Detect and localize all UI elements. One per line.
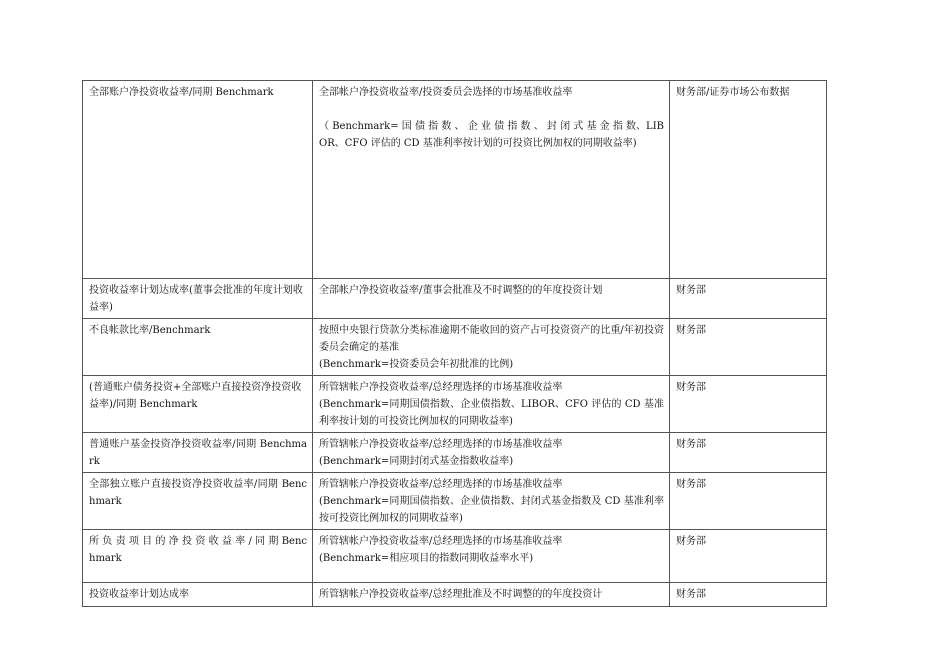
metric-cell: 不良帐款比率/Benchmark xyxy=(83,319,313,376)
table-row xyxy=(83,279,827,319)
benchmark-note: (Benchmark=同期国债指数、企业债指数、封闭式基金指数及 CD 基准利率按可投资比例加权的同期收益率) xyxy=(319,496,664,524)
source-cell: 财务部 xyxy=(670,279,827,319)
benchmark-note: （ Benchmark= 国 债 指 数 、 企 业 债 指 数 、 封 闭 式 基 金 指 数、LIBOR、CFO 评估的 CD 基准利率按计划的可投资比例加权的同期收益率) xyxy=(319,121,664,149)
metric-cell: 全部独立账户直接投资净投资收益率/同期 Benchmark xyxy=(83,473,313,530)
source-cell: 财务部 xyxy=(670,473,827,530)
table-row xyxy=(83,530,827,583)
definition-cell xyxy=(313,473,670,530)
benchmark-note: (Benchmark=相应项目的指数同期收益率水平) xyxy=(319,553,534,564)
source-cell: 财务部 xyxy=(670,433,827,473)
metric-cell: 投资收益率计划达成率 xyxy=(83,583,313,607)
metric-cell: 所 负 责 项 目 的 净 投 资 收 益 率 / 同 期 Benchmark xyxy=(83,530,313,583)
definition-text: 全部帐户净投资收益率/投资委员会选择的市场基准收益率 xyxy=(319,87,573,98)
definition-text: 按照中央银行贷款分类标准逾期不能收回的资产占可投资资产的比重/年初投资委员会确定的基准 xyxy=(319,325,664,353)
benchmark-note: (Benchmark=同期封闭式基金指数收益率) xyxy=(319,456,514,467)
benchmark-note: (Benchmark=投资委员会年初批准的比例) xyxy=(319,359,514,370)
source-cell: 财务部 xyxy=(670,376,827,433)
metric-cell: 全部账户净投资收益率/同期 Benchmark xyxy=(83,81,313,279)
definition-text: 所管辖帐户净投资收益率/总经理选择的市场基准收益率 xyxy=(319,536,563,547)
definition-cell xyxy=(313,319,670,376)
table-row xyxy=(83,81,827,279)
metric-cell: 普通账户基金投资净投资收益率/同期 Benchmark xyxy=(83,433,313,473)
definition-cell xyxy=(313,433,670,473)
table-row xyxy=(83,583,827,607)
definition-text: 所管辖帐户净投资收益率/总经理选择的市场基准收益率 xyxy=(319,479,563,490)
definition-text: 所管辖帐户净投资收益率/总经理选择的市场基准收益率 xyxy=(319,382,563,393)
table-row xyxy=(83,473,827,530)
source-cell: 财务部/证券市场公布数据 xyxy=(670,81,827,279)
definition-cell: 全部帐户净投资收益率/董事会批准及不时调整的的年度投资计划 xyxy=(313,279,670,319)
definition-cell xyxy=(313,530,670,583)
table-row xyxy=(83,376,827,433)
metric-cell: 投资收益率计划达成率(董事会批准的年度计划收益率) xyxy=(83,279,313,319)
source-cell: 财务部 xyxy=(670,530,827,583)
source-cell: 财务部 xyxy=(670,319,827,376)
source-cell: 财务部 xyxy=(670,583,827,607)
benchmark-note: (Benchmark=同期国债指数、企业债指数、LIBOR、CFO 评估的 CD 基准利率按计划的可投资比例加权的同期收益率) xyxy=(319,399,664,427)
definition-text: 所管辖帐户净投资收益率/总经理选择的市场基准收益率 xyxy=(319,439,563,450)
table-row xyxy=(83,319,827,376)
definition-cell xyxy=(313,376,670,433)
definition-cell xyxy=(313,81,670,279)
metrics-table xyxy=(82,80,827,607)
table-row xyxy=(83,433,827,473)
definition-cell: 所管辖帐户净投资收益率/总经理批准及不时调整的的年度投资计 xyxy=(313,583,670,607)
metric-cell: (普通账户债务投资+全部账户直接投资净投资收益率)/同期 Benchmark xyxy=(83,376,313,433)
